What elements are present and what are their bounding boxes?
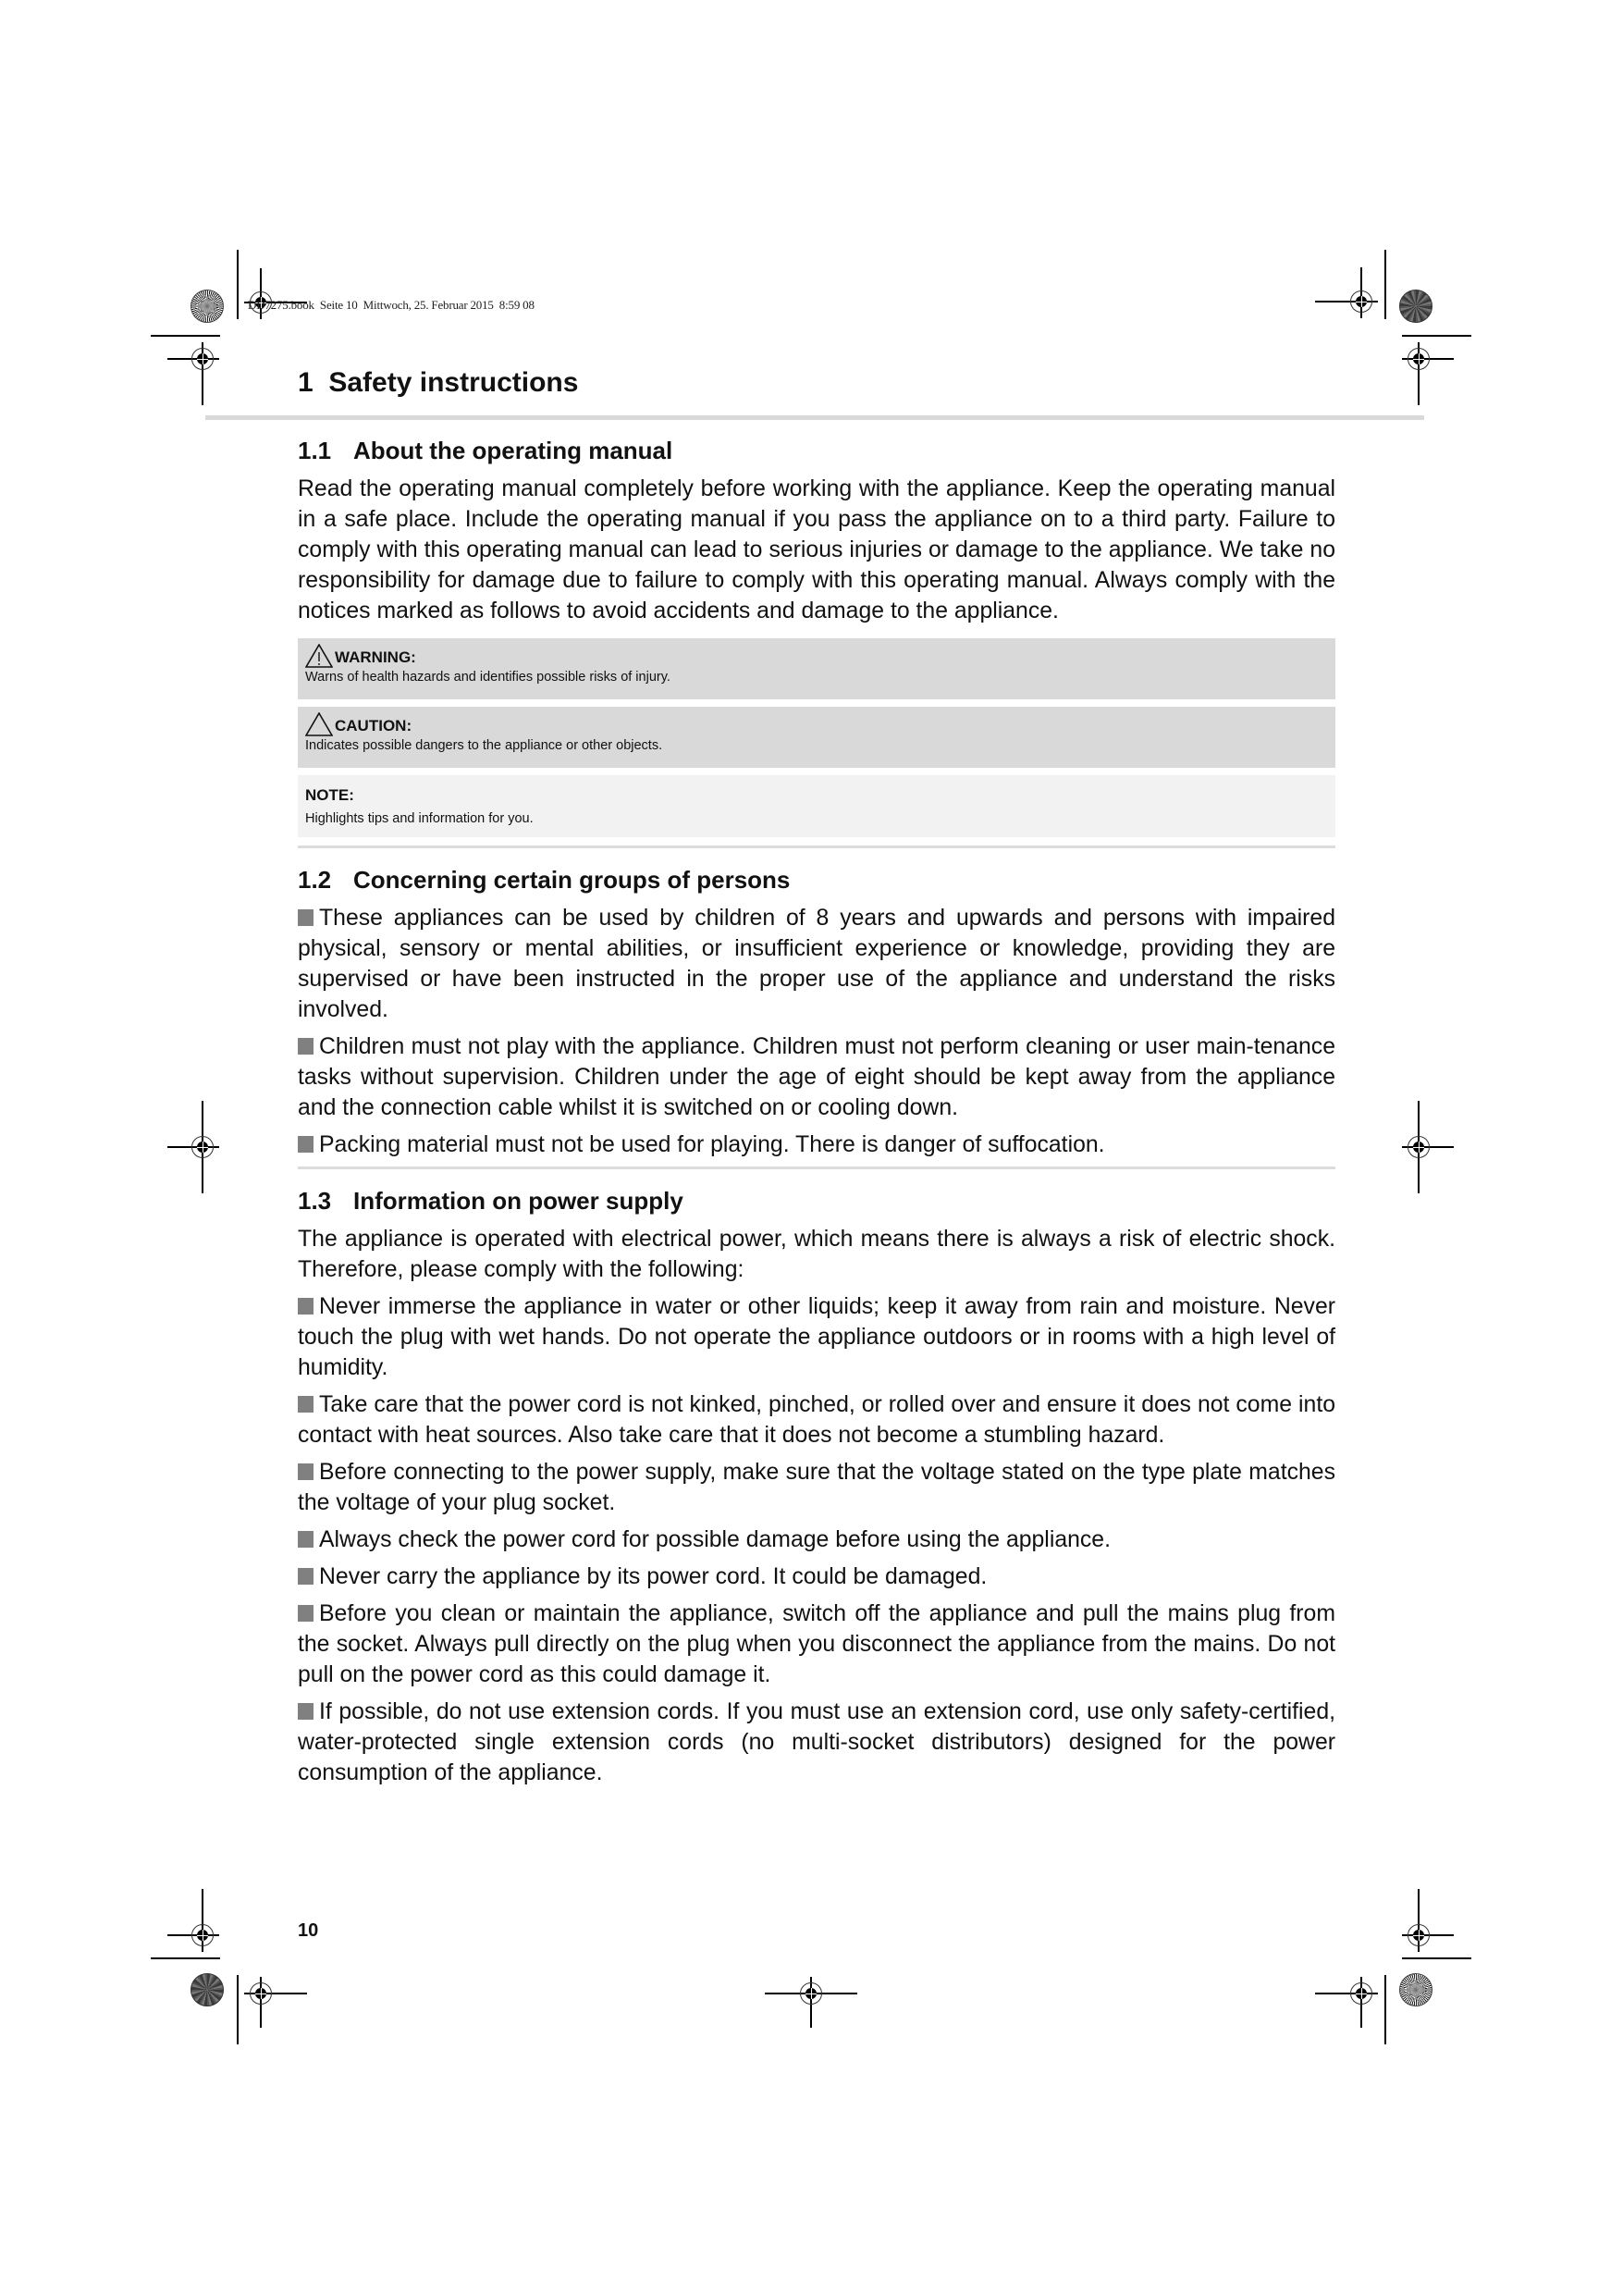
- crop-mark: [1384, 1975, 1386, 2044]
- chapter-title: [298, 359, 1335, 400]
- crop-mark: [1384, 250, 1386, 319]
- section-about-manual: [298, 435, 1335, 848]
- crop-mark: [237, 250, 239, 319]
- section-divider: [298, 846, 1335, 848]
- chapter-title-text: Safety instructions: [328, 367, 579, 398]
- section-number: 1.1: [298, 437, 332, 464]
- bullet-item: Packing material must not be used for playing. There is danger of suffocation.: [298, 1129, 1335, 1160]
- section-title: Concerning certain groups of persons: [353, 866, 791, 894]
- paragraph: Read the operating manual completely before working with the appliance. Keep the operating manual in a safe place. Include the operating manual if you pass the appliance on to a third party. Failure to comply with this operating manual can lead to serious injuries or damage to the appliance. We take no responsibility for damage due to failure to comply with this operating manual. Always comply with the notices marked as follows to avoid accidents and damage to the appliance.: [298, 476, 1335, 623]
- bullet-square-icon: [298, 1463, 314, 1480]
- section-title: Information on power supply: [353, 1187, 683, 1215]
- caution-text: Indicates possible dangers to the appliance or other objects.: [305, 738, 663, 753]
- bullet-square-icon: [298, 1531, 314, 1548]
- warning-text: Warns of health hazards and identifies possible risks of injury.: [305, 670, 670, 685]
- section-divider: [298, 1167, 1335, 1169]
- warning-triangle-exclamation-icon: [305, 644, 333, 668]
- warning-notice: [298, 638, 1335, 699]
- bullet-item: Never immerse the appliance in water or other liquids; keep it away from rain and moisture. Never touch the plug with wet hands. Do not operate the appliance outdoors or in rooms with a high level of humidity.: [298, 1294, 1335, 1380]
- bullet-item: Before you clean or maintain the appliance, switch off the appliance and pull the mains plug from the socket. Always pull directly on the plug when you disconnect the appliance from the mains. Do not pull on the power cord as this could damage it.: [298, 1601, 1335, 1687]
- note-text: Highlights tips and information for you.: [305, 811, 534, 826]
- crop-mark: [151, 335, 220, 337]
- bullet-item: Always check the power cord for possible damage before using the appliance.: [298, 1524, 1335, 1555]
- crop-mark: [151, 1957, 220, 1959]
- paragraph: The appliance is operated with electrical power, which means there is always a risk of electric shock. Therefore, please comply with the following:: [298, 1227, 1335, 1282]
- color-registration-starburst-icon: [191, 290, 224, 323]
- section-power-supply: [298, 1185, 1335, 1788]
- bullet-square-icon: [298, 1703, 314, 1720]
- section-heading: [298, 1185, 1335, 1216]
- bullet-item: Before connecting to the power supply, make sure that the voltage stated on the type plate matches the voltage of your plug socket.: [298, 1460, 1335, 1515]
- bullet-item: Children must not play with the appliance. Children must not perform cleaning or user main-tenance tasks without supervision. Children under the age of eight should be kept away from the appliance and the connection cable whilst it is switched on or cooling down.: [298, 1034, 1335, 1120]
- bullet-square-icon: [298, 1136, 314, 1153]
- bullet-square-icon: [298, 1298, 314, 1315]
- color-registration-starburst-icon: [1399, 1973, 1432, 2006]
- section-number: 1.2: [298, 866, 332, 894]
- chapter-number: 1: [298, 367, 314, 398]
- crop-mark: [1402, 1957, 1471, 1959]
- bullet-item: Take care that the power cord is not kinked, pinched, or rolled over and ensure it does not come into contact with heat sources. Also take care that it does not become a stumbling hazard.: [298, 1392, 1335, 1448]
- crop-mark: [1402, 335, 1471, 337]
- section-groups-of-persons: [298, 864, 1335, 1169]
- bullet-item: If possible, do not use extension cords. If you must use an extension cord, use only safety-certified, water-protected single extension cords (no multi-socket distributors) designed for the power consumption of the appliance.: [298, 1699, 1335, 1785]
- caution-label: CAUTION:: [305, 712, 1328, 736]
- bullet-square-icon: [298, 1568, 314, 1585]
- section-heading: [298, 864, 1335, 895]
- caution-triangle-icon: [305, 712, 333, 736]
- color-registration-starburst-icon: [1399, 290, 1432, 323]
- bullet-item: These appliances can be used by children of 8 years and upwards and persons with impaired physical, sensory or mental abilities, or insufficient experience or knowledge, providing they are supervised or have been instructed in the proper use of the appliance and understand the risks involved.: [298, 906, 1335, 1022]
- print-slug: DD7275.book Seite 10 Mittwoch, 25. Februar 2015 8:59 08: [248, 298, 535, 312]
- bullet-square-icon: [298, 1038, 314, 1055]
- section-title: About the operating manual: [353, 437, 673, 464]
- bullet-square-icon: [298, 909, 314, 926]
- bullet-square-icon: [298, 1605, 314, 1622]
- page-number: 10: [298, 1920, 319, 1941]
- bullet-square-icon: [298, 1396, 314, 1413]
- note-notice: [298, 775, 1335, 837]
- section-number: 1.3: [298, 1187, 332, 1215]
- bullet-item: Never carry the appliance by its power cord. It could be damaged.: [298, 1562, 1335, 1592]
- section-heading: [298, 435, 1335, 466]
- crop-mark: [237, 1975, 239, 2044]
- warning-label: WARNING:: [305, 644, 1328, 668]
- page-content: [298, 359, 1335, 1795]
- caution-notice: [298, 707, 1335, 768]
- color-registration-starburst-icon: [191, 1973, 224, 2006]
- note-label: NOTE:: [305, 786, 354, 804]
